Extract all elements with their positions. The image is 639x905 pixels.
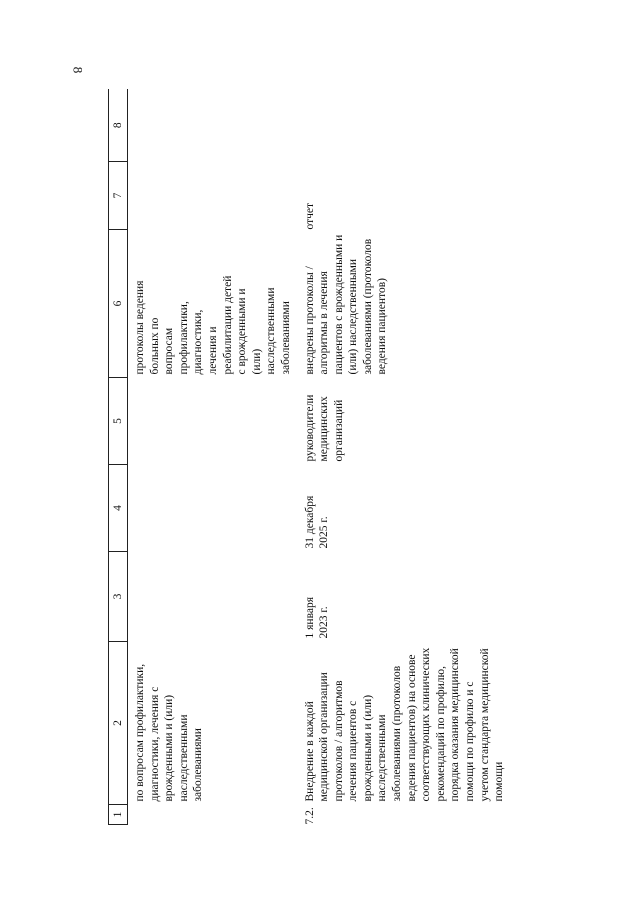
col-header-5: 5 [109,378,128,465]
col-header-1: 1 [109,805,128,825]
row1-end [128,465,298,552]
col-header-7: 7 [109,162,128,230]
row1-responsible [128,378,298,465]
col-header-6: 6 [109,230,128,378]
page-number: 8 [70,66,86,74]
row1-extra [128,90,298,162]
plan-table [108,90,507,826]
row2-start: 1 января 2023 г. [303,597,331,639]
column-numbers-row [109,90,128,825]
row2-result: внедрены протоколы / алгоритмы в лечения пациентов с врожденными и (или) наследственными заболеваниями (протоколов ведения пациентов) [303,234,389,375]
row2-report: отчет [303,202,316,230]
row1-report [128,162,298,230]
row2-action: Внедрение в каждой медицинской организации протоколов / алгоритмов лечения пациентов с врожденными и (или) наследственными заболеваниями (протоколов ведения пациентов) на основе соответствующих клинических рекомендаций по профилю, порядка оказания медицинской помощи по профилю и с учетом стандарта медицинской помощи [303,647,506,802]
row1-start [128,552,298,642]
row2-responsible: руководители медицинских организаций [303,394,345,462]
col-header-3: 3 [109,552,128,642]
rotated-table-container [108,90,528,825]
col-header-8: 8 [109,90,128,162]
row1-result: протоколы ведения больных по вопросам профилактики, диагностики, лечения и реабилитации детей с врожденными и (или) наследственными заболеваниями [134,275,292,375]
row2-end: 31 декабря 2025 г. [303,495,331,549]
col-header-4: 4 [109,465,128,552]
row2-extra [298,90,507,162]
row1-num [128,805,298,825]
col-header-2: 2 [109,642,128,805]
table-row [298,90,507,825]
row1-action: по вопросам профилактики, диагностики, лечения с врожденными и (или) наследственными заболеваниями [134,663,205,802]
row2-num: 7.2. [303,807,316,825]
table-row [128,90,298,825]
